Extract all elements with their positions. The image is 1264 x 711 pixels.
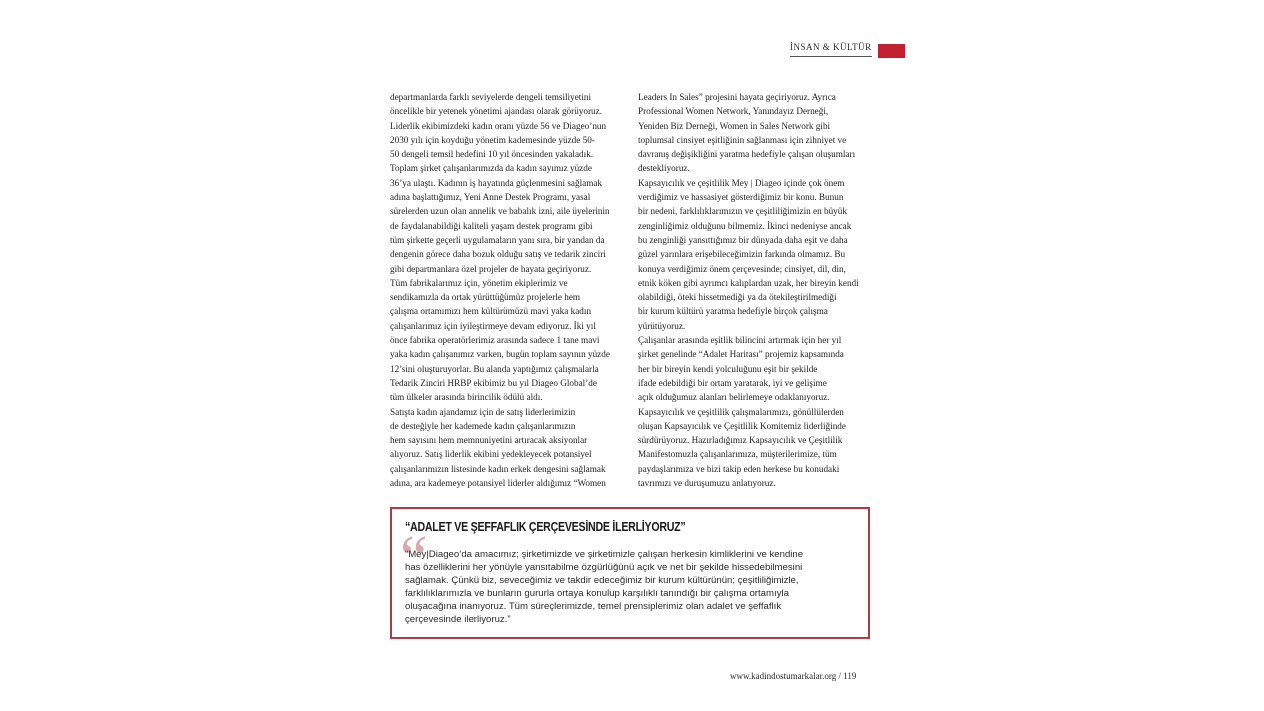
quote-line: sağlamak. Çünkü biz, seveceğimiz ve takdir edeceğimiz bir kurum kültürünün; çeşitliliğimizle, xyxy=(405,574,799,586)
text-line: dengenin görece daha bozuk olduğu satış ve tedarik zinciri xyxy=(390,249,606,260)
text-line: Professional Women Network, Yanındayız Derneği, xyxy=(638,106,829,117)
text-line: açık olduğumuz alanları belirlemeye odaklanıyoruz. xyxy=(638,392,830,403)
text-line: Manifestomuzla çalışanlarımıza, müşterilerimize, tüm xyxy=(638,449,837,460)
text-line: zenginliğimiz olduğunu bilmemiz. İkinci nedeniyse ancak xyxy=(638,220,852,231)
quote-line: çerçevesinde ilerliyoruz.” xyxy=(405,613,511,625)
text-line: Liderlik ekibimizdeki kadın oranı yüzde 56 ve Diageo’nun xyxy=(390,120,607,131)
quote-line: oluşacağına inanıyoruz. Tüm süreçlerimizde, temel prensiplerimiz olan adalet ve şeffaflık xyxy=(405,600,782,612)
text-line: konuya verdiğimiz önem çerçevesinde; cinsiyet, dil, din, xyxy=(638,263,846,274)
header-rule xyxy=(790,56,872,57)
quote-title: “ADALET VE ŞEFFAFLIK ÇERÇEVESİNDE İLERLİYORUZ” xyxy=(405,520,686,534)
text-line: 12’sini oluşturuyorlar. Bu alanda yaptığımız çalışmalarla xyxy=(390,363,599,374)
text-line: her bir bireyin kendi yolculuğunu eşit bir şekilde xyxy=(638,363,818,374)
text-line: 2030 yılı için koyduğu yönetim kademesinde yüzde 50- xyxy=(390,134,595,145)
text-line: bir nedeni, farklılıklarımızın ve çeşitliliğimizin en büyük xyxy=(638,206,847,217)
text-line: güzel yarınlara erişebileceğimizin farkında olmamız. Bu xyxy=(638,249,846,260)
quote-line: has özelliklerini her yönüyle yansıtabilme özgürlüğünü açık ve net bir şekilde hissedebilmesini xyxy=(405,561,803,573)
text-line: önce fabrika operatörlerimiz arasında sadece 1 tane mavi xyxy=(390,335,600,346)
text-line: sürdürüyoruz. Hazırladığımız Kapsayıcılık ve Çeşitlilik xyxy=(638,435,843,446)
header-color-block xyxy=(878,44,905,58)
text-line: olabildiği, öteki hissetmediği ya da ötekileştirilmediği xyxy=(638,292,837,303)
text-line: Çalışanlar arasında eşitlik bilincini artırmak için her yıl xyxy=(638,335,842,346)
text-line: paydaşlarımıza ve bizi takip eden herkese bu konudaki xyxy=(638,463,840,474)
text-line: hem sayısını hem memnuniyetini artıracak aksiyonlar xyxy=(390,435,588,446)
text-line: ifade edebildiği bir ortam yaratarak, iyi ve gelişime xyxy=(638,377,827,388)
quote-text xyxy=(405,549,860,626)
text-line: tüm ülkeler arasında birincilik ödülü aldı. xyxy=(390,392,543,403)
text-line: çalışanlarımız için iyileştirmeye devam ediyoruz. İki yıl xyxy=(390,320,596,331)
text-line: davranış değişikliğini yaratma hedefiyle çalışan oluşumları xyxy=(638,149,856,160)
text-line: yürütüyoruz. xyxy=(638,320,686,331)
text-line: adına başlattığımız, Yeni Anne Destek Programı, yasal xyxy=(390,192,591,203)
text-line: öncelikle bir yetenek yönetimi ajandası olarak görüyoruz. xyxy=(390,106,603,117)
text-line: de desteğiyle her kademede kadın çalışanlarımızın xyxy=(390,420,576,431)
text-line: çalışanlarımızın listesinde kadın erkek dengesini sağlamak xyxy=(390,463,606,474)
left-text-column xyxy=(390,90,630,490)
text-line: şirket genelinde “Adalet Haritası” projemiz kapsamında xyxy=(638,349,844,360)
text-line: Tedarik Zinciri HRBP ekibimiz bu yıl Diageo Global’de xyxy=(390,377,597,388)
text-line: 36’ya ulaştı. Kadının iş hayatında güçlenmesini sağlamak xyxy=(390,177,603,188)
text-line: Kapsayıcılık ve çeşitlilik çalışmalarımızı, gönüllülerden xyxy=(638,406,844,417)
text-line: tavrımızı ve duruşumuzu anlatıyoruz. xyxy=(638,478,776,489)
quote-mark-icon: “ xyxy=(400,524,428,592)
text-line: çalışma ortamımızı hem kültürümüzü mavi yaka kadın xyxy=(390,306,592,317)
text-line: Kapsayıcılık ve çeşitlilik Mey | Diageo içinde çok önem xyxy=(638,177,845,188)
text-line: Toplam şirket çalışanlarımızda da kadın sayımız yüzde xyxy=(390,163,592,174)
text-line: gibi departmanlara özel projeler de hayata geçiriyoruz. xyxy=(390,263,592,274)
text-line: sürelerden uzun olan annelik ve babalık izni, aile üyelerinin xyxy=(390,206,610,217)
quote-line: “Mey|Diageo’da amacımız; şirketimizde ve şirketimizle çalışan herkesin kimliklerini ve kendine xyxy=(405,549,804,560)
page-footer: www.kadindostumarkalar.org / 119 xyxy=(730,671,857,681)
text-line: departmanlarda farklı seviyelerde dengeli temsiliyetini xyxy=(390,92,592,102)
text-line: bir kurum kültürü yaratma hedefiyle birçok çalışma xyxy=(638,306,828,317)
section-title: İNSAN & KÜLTÜR xyxy=(790,42,872,52)
text-line: verdiğimiz ve hassasiyet gösterdiğimiz bir konu. Bunun xyxy=(638,192,844,203)
text-line: Leaders In Sales” projesini hayata geçiriyoruz. Ayrıca xyxy=(638,92,836,102)
text-line: adına, ara kademeye potansiyel liderler aldığımız “Women xyxy=(390,478,606,489)
text-line: yaka kadın çalışanımız varken, bugün toplam sayının yüzde xyxy=(390,349,610,360)
text-line: oluşan Kapsayıcılık ve Çeşitlilik Komitemiz liderliğinde xyxy=(638,420,846,431)
text-line: sendikamızla da ortak yürüttüğümüz projelerle hem xyxy=(390,292,581,303)
text-line: destekliyoruz. xyxy=(638,163,690,174)
right-text-column xyxy=(638,90,878,490)
text-line: tüm şirkette geçerli uygulamaların yanı sıra, bir yandan da xyxy=(390,234,605,245)
quote-line: farklılıklarımızla ve bunların gururla ortaya konulup karşılıklı tanındığı bir çalışma ortamıyla xyxy=(405,587,789,599)
text-line: bu zenginliği yansıttığımız bir dünyada daha eşit ve daha xyxy=(638,234,848,245)
text-line: 50 dengeli temsil hedefini 10 yıl öncesinden yakaladık. xyxy=(390,149,594,160)
text-line: Satışta kadın ajandamız için de satış liderlerimizin xyxy=(390,406,576,417)
text-line: alıyoruz. Satış liderlik ekibini yedekleyecek potansiyel xyxy=(390,449,592,460)
text-line: Yeniden Biz Derneği, Women in Sales Network gibi xyxy=(638,120,831,131)
text-line: de faydalanabildiği kaliteli yaşam destek programı gibi xyxy=(390,220,593,231)
text-line: toplumsal cinsiyet eşitliğinin sağlanması için zihniyet ve xyxy=(638,134,847,145)
text-line: etnik köken gibi ayrımcı kalıplardan uzak, her bireyin kendi xyxy=(638,277,859,288)
text-line: Tüm fabrikalarımız için, yönetim ekiplerimiz ve xyxy=(390,277,568,288)
quote-box xyxy=(390,507,870,639)
